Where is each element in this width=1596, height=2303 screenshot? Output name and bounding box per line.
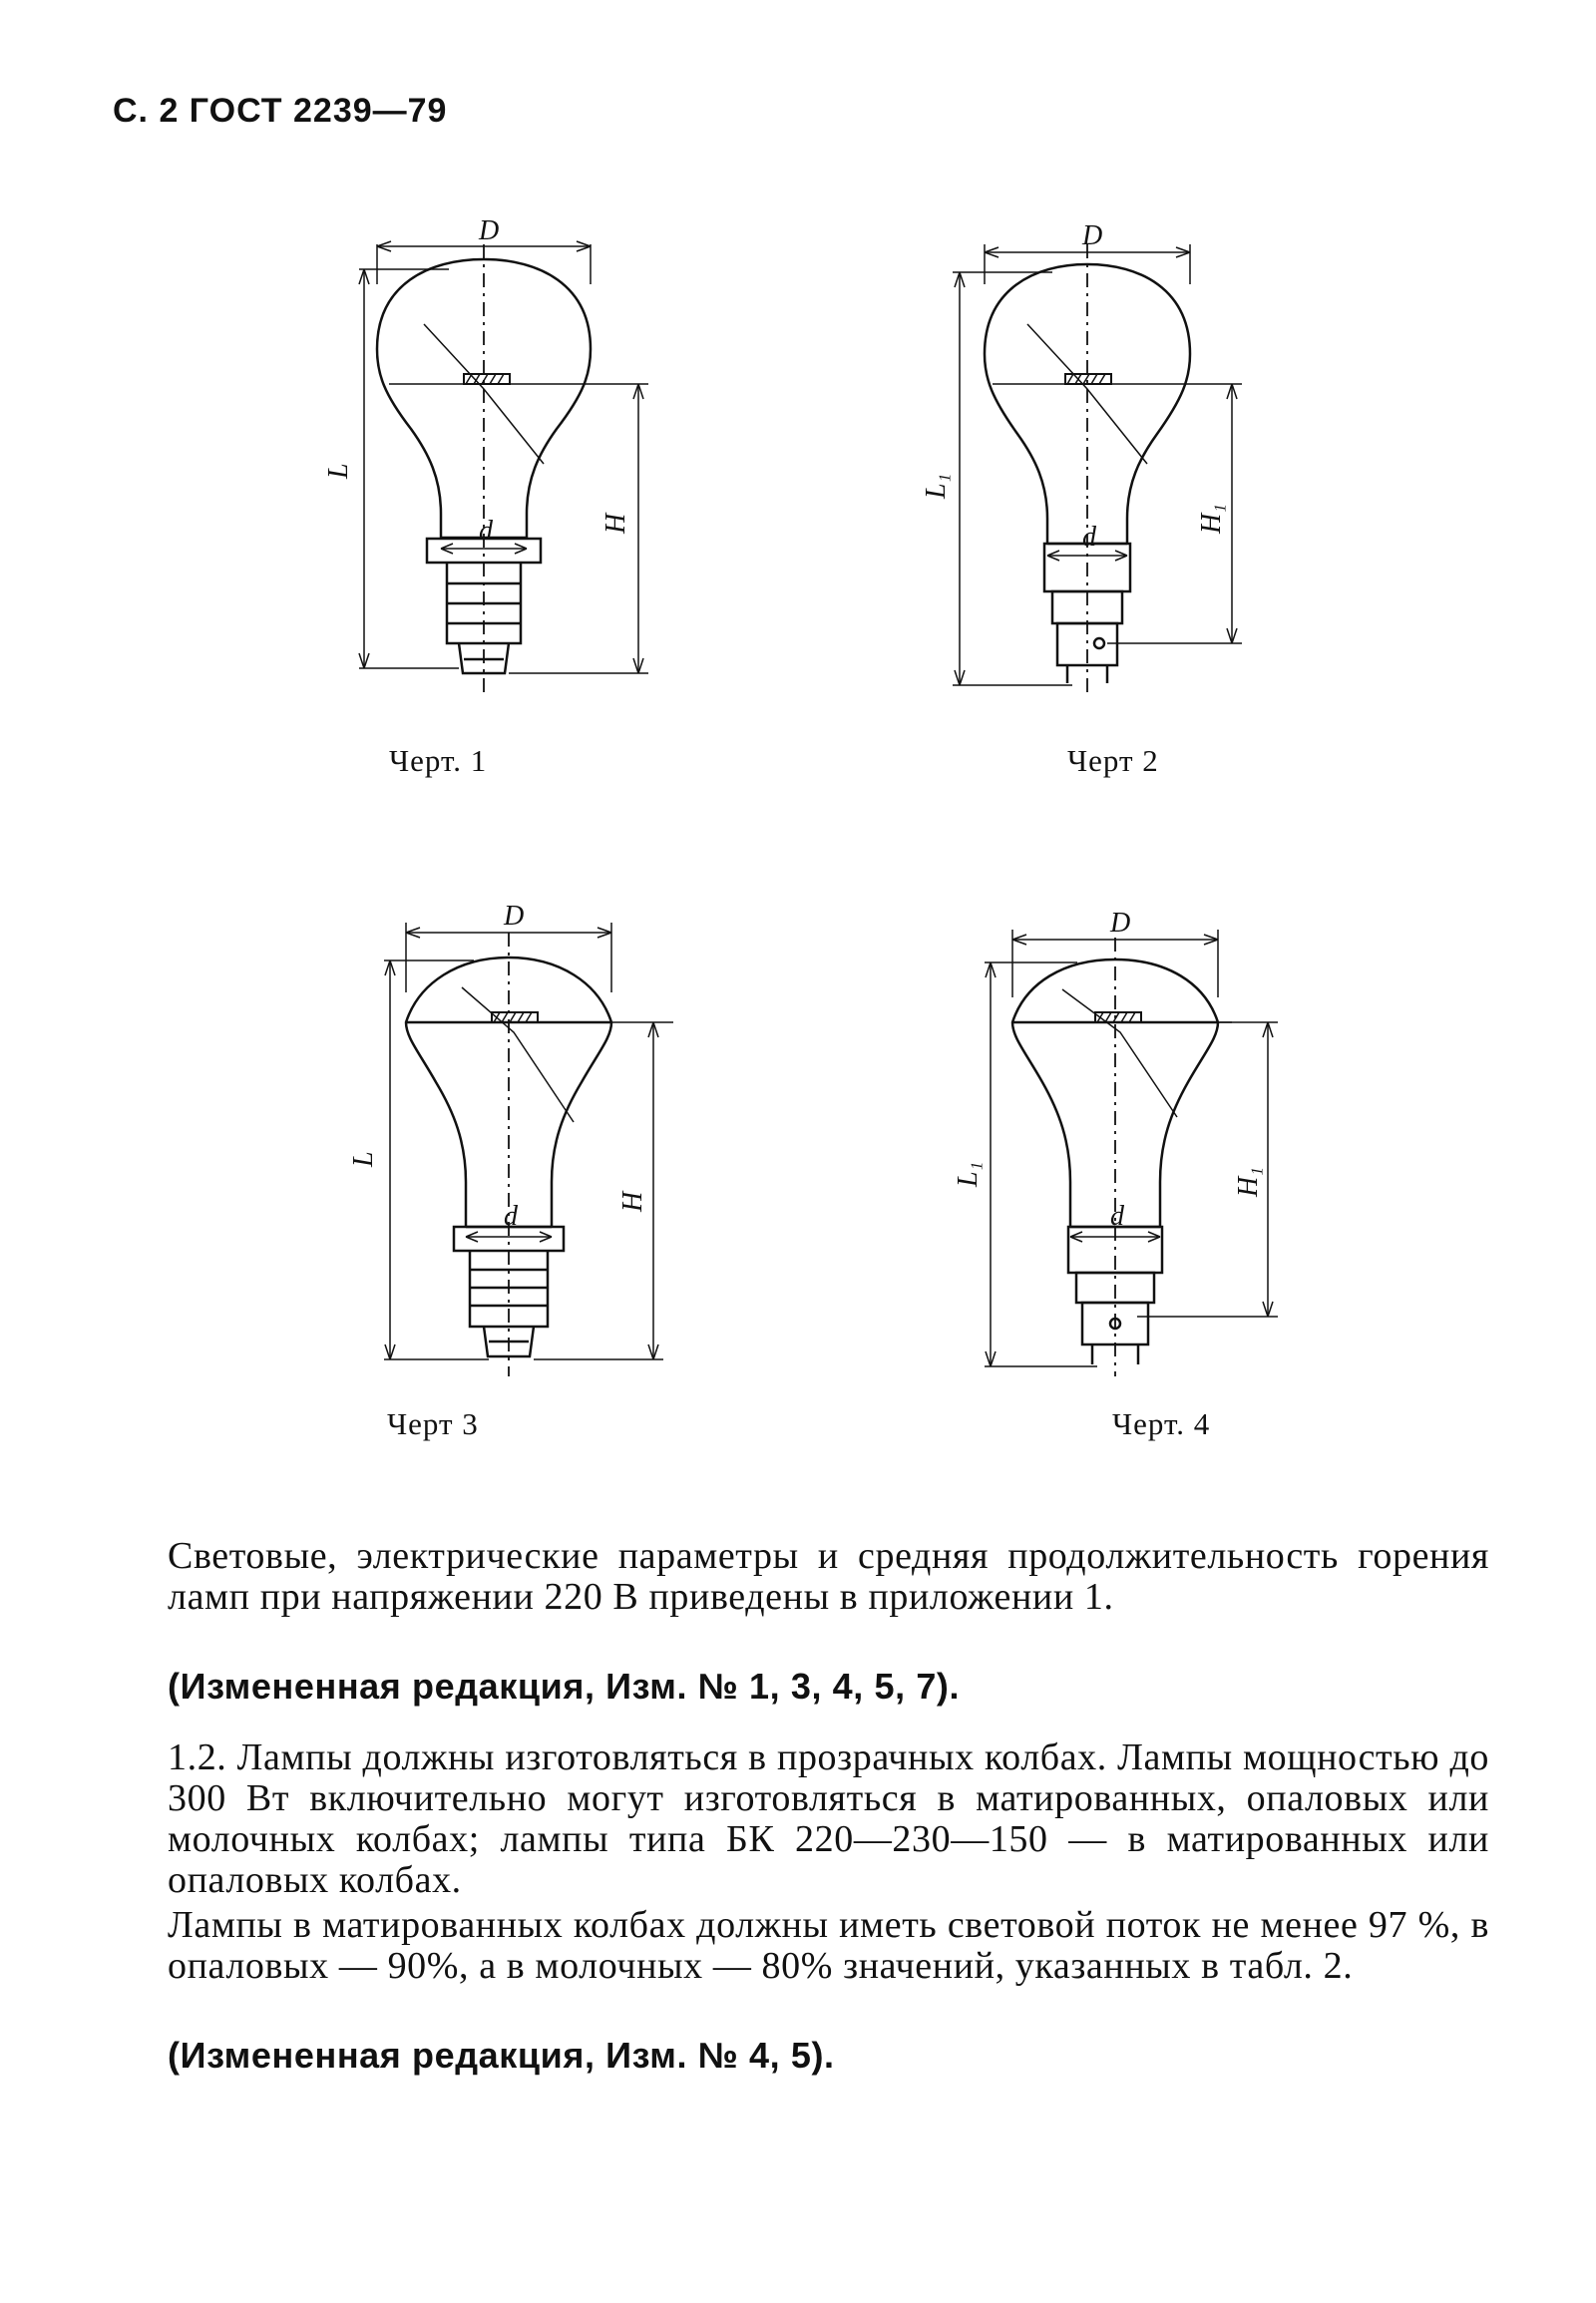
paragraph-light-flux-text: Лампы в матированных колбах должны иметь световой поток не менее 97 %, в опаловых — 90%, а в молочных — 80% значений, указанных в табл. 2. — [168, 1904, 1489, 1987]
figure-2-bulb-drawing — [921, 220, 1272, 703]
bulb-drawing-4 — [953, 908, 1302, 1386]
amendment-note-1 — [168, 1666, 1489, 1707]
dim-label-d: d — [1082, 522, 1096, 553]
page-header: С. 2 ГОСТ 2239—79 — [113, 92, 448, 130]
dim-label-d: d — [504, 1201, 518, 1232]
dim-label-D: D — [1082, 220, 1103, 251]
amendment-note-1-text: (Измененная редакция, Изм. № 1, 3, 4, 5, 7). — [168, 1666, 961, 1707]
bulb-drawing-2 — [921, 220, 1272, 703]
dim-label-H1: H₁ — [1196, 504, 1227, 534]
figure-4-bulb-drawing — [953, 908, 1302, 1386]
dim-label-D: D — [479, 215, 500, 246]
dim-label-H1: H₁ — [1233, 1167, 1264, 1197]
amendment-note-2 — [168, 2035, 1489, 2076]
dim-label-H: H — [600, 513, 631, 534]
dim-label-d: d — [479, 516, 493, 547]
figure-2-caption: Черт 2 — [1067, 743, 1159, 778]
paragraph-1-2-text: 1.2. Лампы должны изготовляться в прозрачных колбах. Лампы мощностью до 300 Вт включительно могут изготовляться в матированных, опаловых или молочных колбах; лампы типа БК 220—230—150 — в матированных или опаловых колбах. — [168, 1736, 1489, 1901]
figure-1-bulb-drawing — [323, 215, 668, 703]
figure-3-caption: Черт 3 — [387, 1406, 479, 1441]
paragraph-parameters — [168, 1536, 1489, 1618]
amendment-note-2-text: (Измененная редакция, Изм. № 4, 5). — [168, 2035, 835, 2076]
dim-label-D: D — [1110, 908, 1131, 939]
dim-label-H: H — [617, 1191, 648, 1212]
bulb-drawing-1 — [323, 215, 668, 703]
dim-label-L1: L₁ — [953, 1161, 984, 1187]
dim-label-d: d — [1110, 1201, 1124, 1232]
dim-label-L: L — [348, 1151, 379, 1167]
paragraph-light-flux — [168, 1905, 1489, 1987]
figure-1-caption: Черт. 1 — [389, 743, 488, 778]
dim-label-L: L — [323, 463, 354, 479]
figure-4-caption: Черт. 4 — [1112, 1406, 1211, 1441]
dim-label-D: D — [504, 901, 525, 932]
paragraph-parameters-text: Световые, электрические параметры и средняя продолжительность горения ламп при напряжении 220 В приведены в приложении 1. — [168, 1535, 1489, 1618]
figure-3-bulb-drawing — [348, 901, 693, 1381]
dim-label-L1: L₁ — [921, 473, 952, 499]
paragraph-1-2 — [168, 1737, 1489, 1901]
bulb-drawing-3 — [348, 901, 693, 1381]
